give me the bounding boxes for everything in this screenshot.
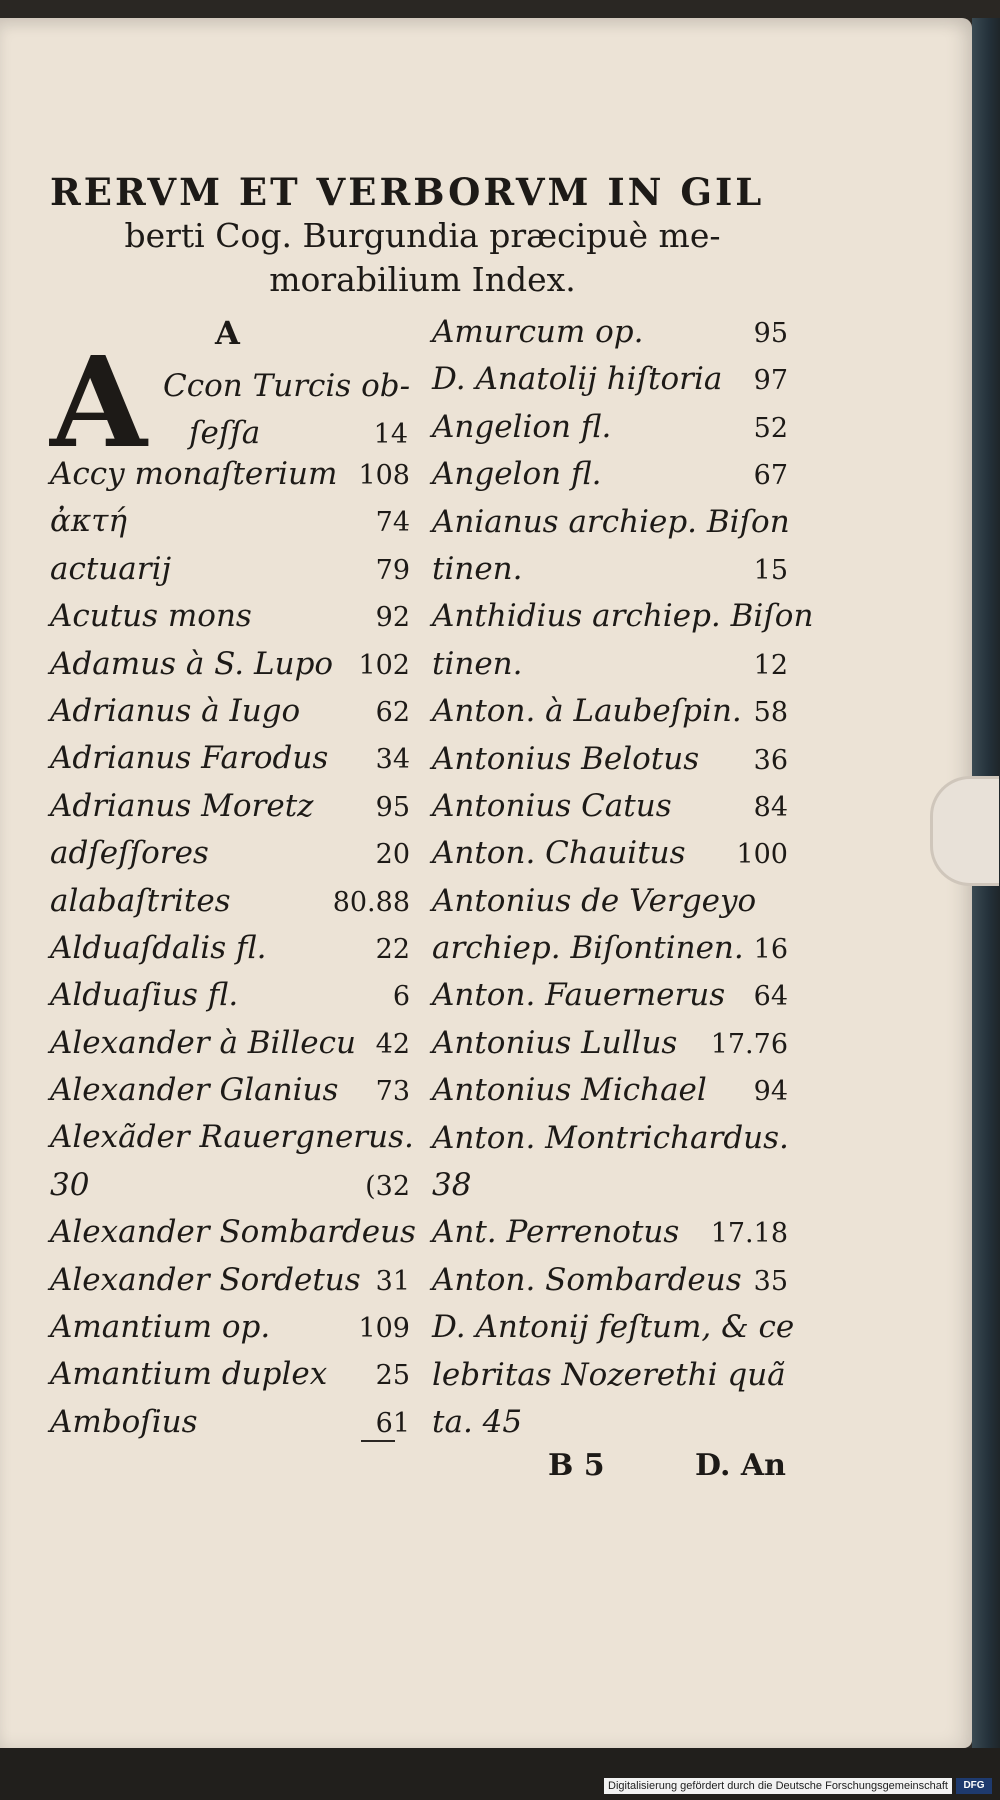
entry-page: 67	[753, 460, 788, 492]
entry-text: Amboſius	[50, 1403, 198, 1440]
list-item	[432, 1357, 788, 1404]
list-item	[432, 1167, 788, 1214]
list-item	[50, 740, 410, 787]
entry-page: 17.76	[710, 1028, 788, 1060]
entry-text: lebritas Nozerethi quã	[432, 1356, 786, 1393]
entry-page: 22	[375, 933, 410, 965]
right-column	[432, 314, 814, 1451]
list-item	[50, 1356, 410, 1403]
list-item	[50, 1167, 410, 1214]
entry-text: D. Antonij feſtum, & ce	[432, 1309, 795, 1346]
entry-text: actuarij	[50, 550, 172, 587]
entry-text: Anton. à Laubeſpin.	[432, 693, 742, 730]
list-item	[432, 977, 788, 1024]
entry-text: Antonius Lullus	[432, 1024, 678, 1061]
entry-text: Alexander Sordetus	[50, 1261, 361, 1298]
entry-text: alabaſtrites	[50, 882, 231, 919]
heading-line-2: berti Cog. Burgundia præcipuè me-	[124, 216, 721, 255]
entry-text: Accy monaſterium	[50, 456, 338, 492]
list-item	[432, 1309, 795, 1356]
list-item	[50, 456, 410, 503]
entry-text: Adamus à S. Lupo	[50, 645, 334, 682]
entry-text: Antonius Catus	[432, 787, 672, 824]
entry-page: 52	[753, 412, 788, 444]
entry-page: 95	[753, 318, 788, 349]
entry-page: 14	[373, 419, 408, 450]
entry-text: tinen.	[432, 645, 523, 682]
entry-page: 17.18	[710, 1218, 788, 1250]
list-item	[432, 551, 788, 598]
entry-page: 34	[375, 744, 410, 776]
digitization-credit: Digitalisierung gefördert durch die Deutsche Forschungsgemeinschaft	[604, 1778, 952, 1794]
entry-text: archiep. Biſontinen.	[432, 930, 744, 967]
entry-text: adſeſſores	[50, 835, 209, 872]
list-item	[50, 598, 410, 645]
list-item	[50, 788, 410, 835]
entry-page: 36	[753, 744, 788, 776]
list-item	[432, 1404, 788, 1451]
list-item	[432, 1025, 788, 1072]
list-item	[432, 930, 788, 977]
list-item	[50, 503, 410, 550]
list-item	[432, 314, 788, 361]
entry-text: Anianus archiep. Biſon	[432, 503, 790, 540]
entry-page: 80.88	[332, 886, 410, 918]
dfg-logo: DFG	[956, 1778, 992, 1794]
list-item	[432, 693, 788, 740]
entry-page: 12	[753, 649, 788, 681]
entry-page: 35	[753, 1265, 788, 1297]
list-item	[432, 741, 788, 788]
list-item	[432, 1072, 788, 1119]
list-item	[50, 883, 410, 930]
entry-text: Amantium duplex	[50, 1356, 328, 1393]
drop-cap: A	[50, 330, 147, 476]
entry-text: Amantium op.	[50, 1309, 271, 1346]
list-item	[432, 1120, 788, 1167]
entry-text: Ccon Turcis ob-	[163, 368, 411, 404]
entry-page: 15	[753, 554, 788, 586]
entry-text: Ant. Perrenotus	[432, 1214, 680, 1251]
entry-text: ἀκτή	[50, 503, 127, 540]
list-item	[163, 368, 411, 415]
entry-text: Amurcum op.	[432, 314, 644, 350]
entry-text: Anthidius archiep. Biſon	[432, 598, 814, 635]
list-item	[50, 977, 410, 1024]
entry-text: 38	[432, 1167, 472, 1204]
heading-line-1: RERVM ET VERBORVM IN GIL	[50, 170, 765, 214]
entry-page: 6	[392, 981, 410, 1013]
left-column	[50, 456, 416, 1451]
entry-page: 61	[375, 1407, 410, 1439]
entry-page: 95	[375, 791, 410, 823]
entry-text: Anton. Montrichardus.	[432, 1119, 789, 1156]
entry-text: Antonius de Vergeyo	[432, 882, 757, 919]
entry-text: Anton. Chauitus	[432, 835, 686, 872]
list-item	[432, 361, 788, 408]
entry-text: Adrianus à Iugo	[50, 692, 301, 729]
entry-text: Alexander Sombardeus	[50, 1214, 416, 1251]
list-item	[432, 1262, 788, 1309]
entry-page: 20	[375, 839, 410, 871]
entry-text: Acutus mons	[50, 598, 252, 635]
entry-text: Adrianus Farodus	[50, 740, 329, 777]
entry-text: Alexãder Rauergnerus.	[50, 1119, 414, 1156]
list-item	[163, 415, 408, 462]
signature-mark: B 5	[548, 1448, 605, 1483]
entry-page: 94	[753, 1076, 788, 1108]
entry-page: 74	[375, 507, 410, 539]
entry-page: 16	[753, 934, 788, 966]
list-item	[432, 598, 814, 645]
section-letter: A	[215, 314, 240, 352]
list-item	[50, 1262, 410, 1309]
entry-text: Adrianus Moretz	[50, 787, 314, 824]
list-item	[50, 1072, 410, 1119]
list-item	[50, 1309, 410, 1356]
entry-text: Alexander à Billecu	[50, 1024, 356, 1061]
entry-text: ſeſſa	[189, 415, 261, 451]
entry-text: Alduaſdalis fl.	[50, 929, 267, 966]
index-heading	[50, 170, 795, 302]
entry-page: 25	[375, 1360, 410, 1392]
list-item	[50, 835, 410, 882]
entry-page: 64	[753, 981, 788, 1013]
list-item	[50, 693, 410, 740]
entry-page: 109	[358, 1313, 410, 1345]
entry-text: Alduaſius fl.	[50, 977, 239, 1014]
list-item	[50, 646, 410, 693]
list-item	[432, 646, 788, 693]
list-item	[50, 1119, 414, 1166]
heading-line-3: morabilium Index.	[269, 260, 576, 299]
entry-text: ta. 45	[432, 1403, 523, 1440]
entry-text: Angelon fl.	[432, 456, 602, 493]
list-item	[50, 551, 410, 598]
entry-page: 102	[358, 649, 410, 681]
entry-page: 100	[736, 839, 788, 871]
entry-text: D. Anatolij hiſtoria	[432, 361, 723, 398]
divider	[361, 1440, 395, 1442]
entry-page: 92	[375, 602, 410, 634]
list-item	[432, 883, 788, 930]
entry-page: 58	[753, 697, 788, 729]
list-item	[432, 456, 788, 503]
entry-text: Antonius Michael	[432, 1072, 707, 1109]
entry-text: Antonius Belotus	[432, 740, 700, 777]
entry-page: 84	[753, 791, 788, 823]
list-item	[50, 1214, 416, 1261]
list-item	[50, 930, 410, 977]
entry-page: 97	[753, 365, 788, 397]
entry-page: (32	[365, 1170, 410, 1202]
list-item	[432, 409, 788, 456]
entry-page: 73	[375, 1076, 410, 1108]
drop-cap-entry	[163, 368, 411, 462]
entry-text: tinen.	[432, 550, 523, 587]
list-item	[50, 1404, 410, 1451]
list-item	[432, 788, 788, 835]
entry-page: 31	[375, 1265, 410, 1297]
list-item	[432, 835, 788, 882]
entry-text: Alexander Glanius	[50, 1072, 339, 1109]
entry-page: 42	[375, 1028, 410, 1060]
entry-page: 79	[375, 554, 410, 586]
entry-page: 62	[375, 696, 410, 728]
page-tab	[930, 776, 999, 886]
list-item	[432, 504, 788, 551]
entry-text: 30	[50, 1166, 90, 1203]
list-item	[50, 1025, 410, 1072]
entry-page: 108	[358, 460, 410, 491]
entry-text: Anton. Sombardeus	[432, 1261, 742, 1298]
entry-text: Angelion fl.	[432, 408, 612, 445]
catchword: D. An	[695, 1448, 786, 1483]
list-item	[432, 1214, 788, 1261]
entry-text: Anton. Fauernerus	[432, 977, 726, 1014]
